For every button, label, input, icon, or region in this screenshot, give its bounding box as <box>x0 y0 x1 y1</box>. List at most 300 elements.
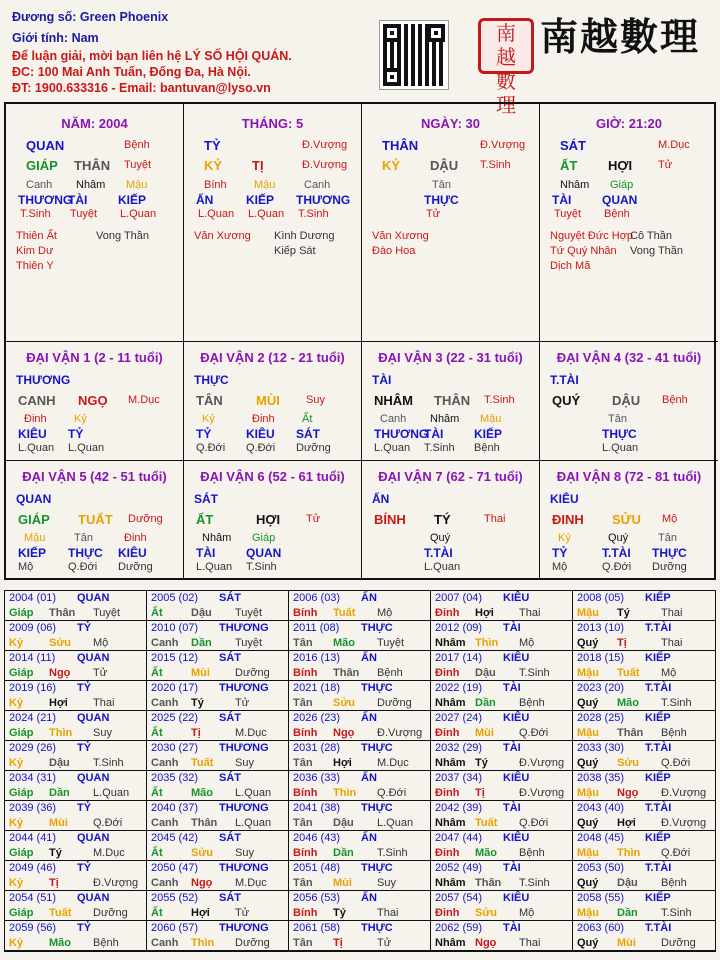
year-cell <box>431 921 573 951</box>
qr-code-icon[interactable] <box>380 21 448 89</box>
year-can: Đinh <box>435 727 460 739</box>
year-label: 2051 (48) <box>293 862 341 874</box>
year-ten-than: T.TÀI <box>645 862 672 874</box>
year-can: Kỷ <box>9 937 24 949</box>
four-pillars-grid <box>4 102 716 580</box>
tang-than: THƯƠNG <box>374 427 429 441</box>
year-cell <box>573 621 715 651</box>
year-chi: Sửu <box>617 757 640 769</box>
year-label: 2019 (16) <box>9 682 57 694</box>
year-chi: Tý <box>49 847 62 859</box>
ten-than-label: THÂN <box>382 138 419 153</box>
year-cell <box>147 921 289 951</box>
year-chi: Mão <box>191 787 213 799</box>
year-cell <box>147 831 289 861</box>
year-cell <box>431 891 573 921</box>
year-cell <box>573 891 715 921</box>
year-chi: Thìn <box>191 937 215 949</box>
year-cell <box>147 621 289 651</box>
year-ten-than: THƯƠNG <box>219 802 269 814</box>
year-cell <box>431 831 573 861</box>
year-label: 2043 (40) <box>577 802 625 814</box>
year-truong-sinh: T.Sinh <box>377 847 408 859</box>
year-chi: Tuất <box>617 667 640 679</box>
year-cell <box>147 741 289 771</box>
year-ten-than: T.TÀI <box>645 922 672 934</box>
tang-can: Tân <box>608 413 627 425</box>
year-ten-than: THƯƠNG <box>219 682 269 694</box>
year-cell <box>5 591 147 621</box>
year-truong-sinh: Q.Đới <box>519 727 549 739</box>
year-ten-than: ẤN <box>361 652 377 664</box>
year-can: Ất <box>151 787 163 799</box>
year-label: 2040 (37) <box>151 802 199 814</box>
year-cell <box>5 831 147 861</box>
year-truong-sinh: Tuyệt <box>93 607 121 619</box>
year-can: Quý <box>577 757 599 769</box>
tang-can: Quý <box>430 532 451 544</box>
year-truong-sinh: Mộ <box>661 667 677 679</box>
year-can: Canh <box>151 877 179 889</box>
year-truong-sinh: T.Sinh <box>661 907 692 919</box>
year-truong-sinh: Đ.Vượng <box>661 817 707 829</box>
address-line: ĐC: 100 Mai Anh Tuấn, Đống Đa, Hà Nội. <box>12 65 251 79</box>
year-truong-sinh: Bệnh <box>661 877 687 889</box>
tang-truong-sinh: Tuyệt <box>70 208 98 220</box>
dai-van-title: ĐẠI VẬN 1 (2 - 11 tuổi) <box>26 350 163 365</box>
year-truong-sinh: Dưỡng <box>377 697 412 709</box>
tang-truong-sinh: Dưỡng <box>118 561 153 573</box>
tang-than: TÀI <box>196 546 216 560</box>
year-truong-sinh: Thai <box>519 937 541 949</box>
year-ten-than: TÀI <box>503 922 521 934</box>
year-can: Giáp <box>9 727 34 739</box>
year-chi: Dần <box>333 847 354 859</box>
year-ten-than: THỰC <box>361 922 393 934</box>
tang-can: Canh <box>304 179 331 191</box>
dai-van-chi: NGỌ <box>78 393 108 408</box>
truong-sinh-chi: Đ.Vượng <box>302 159 348 171</box>
dai-van-chi: DẬU <box>612 393 641 408</box>
year-chi: Mùi <box>333 877 352 889</box>
year-ten-than: KIẾP <box>645 892 671 904</box>
year-ten-than: TÀI <box>503 802 521 814</box>
tang-truong-sinh: Bệnh <box>474 442 500 454</box>
year-ten-than: ẤN <box>361 772 377 784</box>
tang-can: Nhâm <box>560 179 590 191</box>
year-label: 2056 (53) <box>293 892 341 904</box>
year-cell <box>573 771 715 801</box>
tang-truong-sinh: Mộ <box>552 561 568 573</box>
year-chi: Tý <box>475 757 488 769</box>
year-truong-sinh: L.Quan <box>235 787 272 799</box>
dai-van-title: ĐẠI VẬN 6 (52 - 61 tuổi) <box>200 469 345 484</box>
year-ten-than: T.TÀI <box>645 682 672 694</box>
year-chi: Thìn <box>475 637 499 649</box>
tang-can: Quý <box>608 532 629 544</box>
year-truong-sinh: Dưỡng <box>661 937 696 949</box>
tang-can: Ất <box>302 413 313 425</box>
pillar-cell <box>184 104 362 342</box>
year-can: Mậu <box>577 727 599 739</box>
truong-sinh-chi: Tử <box>658 159 673 171</box>
than-sat-star: Vong Thần <box>96 230 150 242</box>
year-truong-sinh: Q.Đới <box>661 757 691 769</box>
phone-email-line[interactable]: ĐT: 1900.633316 - Email: bantuvan@lyso.vn <box>12 81 271 95</box>
than-sat-star: Thiên Y <box>16 260 54 272</box>
tang-can: Canh <box>26 179 53 191</box>
seal-char: 數 <box>496 69 516 93</box>
tang-than: ẤN <box>196 193 214 207</box>
tang-can: Mậu <box>24 532 46 544</box>
year-cell <box>573 831 715 861</box>
dai-van-cell <box>540 461 718 580</box>
year-cell <box>289 681 431 711</box>
tang-truong-sinh: T.Sinh <box>298 208 329 220</box>
year-ten-than: ẤN <box>361 832 377 844</box>
year-truong-sinh: Mộ <box>519 907 535 919</box>
year-chi: Sửu <box>475 907 498 919</box>
year-truong-sinh: T.Sinh <box>661 697 692 709</box>
year-chi: Dần <box>191 637 212 649</box>
pillar-cell <box>6 104 184 342</box>
year-can: Đinh <box>435 607 460 619</box>
tang-can: Giáp <box>252 532 276 544</box>
year-can: Quý <box>577 877 599 889</box>
year-truong-sinh: Đ.Vượng <box>93 877 139 889</box>
year-chi: Tị <box>617 637 627 649</box>
dia-chi: DẬU <box>430 158 459 173</box>
year-truong-sinh: Mộ <box>377 607 393 619</box>
year-ten-than: SÁT <box>219 892 241 904</box>
year-ten-than: KIÊU <box>503 712 530 724</box>
year-chi: Thân <box>333 667 360 679</box>
pillar-title: NGÀY: 30 <box>421 116 480 131</box>
year-chi: Ngọ <box>333 727 355 739</box>
seal-char: 南 <box>496 21 516 45</box>
tang-can: Canh <box>380 413 407 425</box>
tang-than: KIẾP <box>474 427 503 441</box>
year-cell <box>5 741 147 771</box>
year-cell <box>147 891 289 921</box>
year-ten-than: KIẾP <box>645 652 671 664</box>
year-can: Nhâm <box>435 757 466 769</box>
tang-can: Mậu <box>254 179 276 191</box>
year-truong-sinh: T.Sinh <box>519 877 550 889</box>
year-chi: Dậu <box>49 757 70 769</box>
year-ten-than: TÀI <box>503 682 521 694</box>
year-can: Nhâm <box>435 637 466 649</box>
tang-truong-sinh: L.Quan <box>198 208 235 220</box>
year-chi: Ngọ <box>191 877 213 889</box>
dai-van-can: GIÁP <box>18 512 50 527</box>
dai-van-chi: SỬU <box>612 512 641 527</box>
year-ten-than: KIẾP <box>645 712 671 724</box>
year-ten-than: THƯƠNG <box>219 862 269 874</box>
dai-van-ten-than: THƯƠNG <box>16 373 71 387</box>
year-can: Kỷ <box>9 697 24 709</box>
year-cell <box>5 681 147 711</box>
year-chi: Dậu <box>333 817 354 829</box>
year-ten-than: SÁT <box>219 832 241 844</box>
year-truong-sinh: M.Dục <box>235 727 267 739</box>
year-label: 2018 (15) <box>577 652 625 664</box>
year-cell <box>431 801 573 831</box>
year-truong-sinh: Tử <box>235 697 250 709</box>
year-can: Canh <box>151 637 179 649</box>
year-label: 2049 (46) <box>9 862 57 874</box>
year-truong-sinh: Tuyệt <box>235 637 263 649</box>
tang-than: THỰC <box>424 193 459 207</box>
ten-than-label: QUAN <box>26 138 65 153</box>
year-ten-than: KIẾP <box>645 592 671 604</box>
dai-van-truong-sinh: Mộ <box>662 513 678 525</box>
year-chi: Dậu <box>475 667 496 679</box>
tang-truong-sinh: T.Sinh <box>246 561 277 573</box>
tang-can: Đinh <box>124 532 147 544</box>
dia-chi: THÂN <box>74 158 111 173</box>
year-truong-sinh: L.Quan <box>93 787 130 799</box>
year-cell <box>289 591 431 621</box>
year-truong-sinh: T.Sinh <box>93 757 124 769</box>
year-chi: Thân <box>617 727 644 739</box>
year-can: Tân <box>293 877 313 889</box>
tang-can: Mậu <box>126 179 148 191</box>
year-can: Ất <box>151 607 163 619</box>
tang-truong-sinh: L.Quan <box>602 442 639 454</box>
year-cell <box>5 771 147 801</box>
tang-can: Nhâm <box>202 532 232 544</box>
year-can: Nhâm <box>435 817 466 829</box>
pillar-title: THÁNG: 5 <box>241 116 304 131</box>
dai-van-cell <box>362 461 540 580</box>
dai-van-title: ĐẠI VẬN 5 (42 - 51 tuổi) <box>22 469 167 484</box>
year-can: Bính <box>293 787 318 799</box>
year-label: 2041 (38) <box>293 802 341 814</box>
thien-can: ẤT <box>560 158 578 173</box>
year-ten-than: TÀI <box>503 622 521 634</box>
year-ten-than: TỶ <box>77 742 92 754</box>
year-can: Kỷ <box>9 757 24 769</box>
year-label: 2044 (41) <box>9 832 57 844</box>
dai-van-can: ĐINH <box>552 512 584 527</box>
pillar-title: GIỜ: 21:20 <box>595 116 662 131</box>
year-cell <box>573 801 715 831</box>
year-can: Giáp <box>9 907 34 919</box>
tang-than: TỶ <box>552 546 568 560</box>
year-chi: Mão <box>475 847 497 859</box>
tang-than: QUAN <box>246 546 282 560</box>
truong-sinh-chi: T.Sinh <box>480 159 511 171</box>
year-ten-than: KIẾP <box>645 832 671 844</box>
year-truong-sinh: L.Quan <box>235 817 272 829</box>
ten-than-label: SÁT <box>560 138 586 153</box>
tang-can: Tân <box>658 532 677 544</box>
year-ten-than: QUAN <box>77 652 110 664</box>
than-sat-star: Vong Thần <box>630 245 684 257</box>
year-ten-than: SÁT <box>219 592 241 604</box>
year-label: 2053 (50) <box>577 862 625 874</box>
year-can: Tân <box>293 937 313 949</box>
year-ten-than: SÁT <box>219 652 241 664</box>
year-can: Ất <box>151 847 163 859</box>
year-truong-sinh: Dưỡng <box>93 907 128 919</box>
year-label: 2021 (18) <box>293 682 341 694</box>
dai-van-truong-sinh: Dưỡng <box>128 513 163 525</box>
than-sat-star: Dịch Mã <box>550 260 591 272</box>
year-chi: Dần <box>475 697 496 709</box>
dai-van-truong-sinh: Bệnh <box>662 394 688 406</box>
year-chi: Hợi <box>475 607 494 619</box>
year-can: Canh <box>151 937 179 949</box>
tang-truong-sinh: Q.Đới <box>68 561 98 573</box>
year-can: Tân <box>293 817 313 829</box>
year-label: 2046 (43) <box>293 832 341 844</box>
than-sat-star: Văn Xương <box>372 230 429 242</box>
truong-sinh-label: Đ.Vượng <box>480 139 526 151</box>
tang-than: KIÊU <box>118 546 147 560</box>
year-ten-than: THƯƠNG <box>219 622 269 634</box>
year-ten-than: KIẾP <box>645 772 671 784</box>
year-label: 2035 (32) <box>151 772 199 784</box>
year-label: 2017 (14) <box>435 652 483 664</box>
tang-truong-sinh: L.Quan <box>18 442 55 454</box>
year-chi: Tị <box>49 877 59 889</box>
year-ten-than: TỶ <box>77 622 92 634</box>
year-ten-than: KIÊU <box>503 652 530 664</box>
tang-can: Tân <box>432 179 451 191</box>
dai-van-truong-sinh: Thai <box>484 513 506 525</box>
pillar-cell <box>362 104 540 342</box>
year-truong-sinh: Tử <box>235 907 250 919</box>
year-chi: Sửu <box>191 847 214 859</box>
year-chi: Thìn <box>49 727 73 739</box>
year-truong-sinh: Bệnh <box>377 667 403 679</box>
year-truong-sinh: Đ.Vượng <box>519 757 565 769</box>
truong-sinh-label: Bệnh <box>124 139 150 151</box>
year-cell <box>5 801 147 831</box>
year-can: Giáp <box>9 667 34 679</box>
dia-chi: HỢI <box>608 158 633 173</box>
year-cell <box>289 741 431 771</box>
year-chi: Hợi <box>49 697 68 709</box>
year-truong-sinh: Bệnh <box>519 847 545 859</box>
year-chi: Mùi <box>475 727 494 739</box>
year-truong-sinh: Bệnh <box>93 937 119 949</box>
year-cell <box>147 711 289 741</box>
tang-truong-sinh: T.Sinh <box>424 442 455 454</box>
dia-chi: TỊ <box>252 158 264 173</box>
year-chi: Thìn <box>617 847 641 859</box>
year-can: Đinh <box>435 847 460 859</box>
year-can: Mậu <box>577 907 599 919</box>
dai-van-chi: THÂN <box>434 393 471 408</box>
tang-than: T.TÀI <box>424 546 453 560</box>
year-cell <box>289 861 431 891</box>
tang-can: Nhâm <box>430 413 460 425</box>
chart-header <box>0 0 720 117</box>
year-truong-sinh: M.Dục <box>235 877 267 889</box>
year-can: Giáp <box>9 607 34 619</box>
year-can: Đinh <box>435 667 460 679</box>
year-can: Giáp <box>9 787 34 799</box>
year-ten-than: THỰC <box>361 802 393 814</box>
year-cell <box>289 621 431 651</box>
year-ten-than: THƯƠNG <box>219 922 269 934</box>
tang-truong-sinh: Dưỡng <box>296 442 331 454</box>
year-truong-sinh: T.Sinh <box>519 667 550 679</box>
year-can: Kỷ <box>9 637 24 649</box>
year-ten-than: THỰC <box>361 742 393 754</box>
year-cell <box>431 711 573 741</box>
truong-sinh-label: M.Dục <box>658 139 690 151</box>
truong-sinh-chi: Tuyệt <box>124 159 152 171</box>
tang-truong-sinh: Dưỡng <box>652 561 687 573</box>
year-truong-sinh: L.Quan <box>377 817 414 829</box>
year-cell <box>431 771 573 801</box>
year-can: Đinh <box>435 787 460 799</box>
year-truong-sinh: Dưỡng <box>235 667 270 679</box>
year-can: Bính <box>293 667 318 679</box>
year-cell <box>431 591 573 621</box>
dai-van-can: QUÝ <box>552 393 581 408</box>
than-sat-star: Văn Xương <box>194 230 251 242</box>
contact-line: Để luận giải, mời bạn liên hệ LÝ SỐ HỘI QUÁN. <box>12 49 292 63</box>
year-label: 2015 (12) <box>151 652 199 664</box>
year-truong-sinh: Q.Đới <box>377 787 407 799</box>
tang-can: Mậu <box>480 413 502 425</box>
tang-than: QUAN <box>602 193 638 207</box>
year-truong-sinh: Đ.Vượng <box>519 787 565 799</box>
year-ten-than: T.TÀI <box>645 622 672 634</box>
year-truong-sinh: Thai <box>661 607 683 619</box>
year-label: 2048 (45) <box>577 832 625 844</box>
tang-truong-sinh: L.Quan <box>424 561 461 573</box>
year-cell <box>431 741 573 771</box>
year-chi: Dậu <box>617 877 638 889</box>
year-can: Bính <box>293 607 318 619</box>
tang-than: KIẾP <box>118 193 147 207</box>
year-cell <box>5 711 147 741</box>
year-ten-than: QUAN <box>77 712 110 724</box>
than-sat-star: Kim Dư <box>16 245 54 257</box>
year-cell <box>147 591 289 621</box>
year-chi: Mùi <box>49 817 68 829</box>
year-label: 2005 (02) <box>151 592 199 604</box>
dai-van-truong-sinh: T.Sinh <box>484 394 515 406</box>
tang-truong-sinh: L.Quan <box>196 561 233 573</box>
year-truong-sinh: Suy <box>377 877 396 889</box>
year-chi: Tý <box>617 607 630 619</box>
tang-than: TÀI <box>552 193 572 207</box>
year-can: Ất <box>151 667 163 679</box>
dai-van-can: BÍNH <box>374 512 406 527</box>
year-cell <box>431 861 573 891</box>
year-cell <box>573 681 715 711</box>
dai-van-ten-than: TÀI <box>372 373 392 387</box>
year-can: Nhâm <box>435 937 466 949</box>
year-chi: Ngọ <box>617 787 639 799</box>
year-label: 2008 (05) <box>577 592 625 604</box>
tang-than: THỰC <box>68 546 103 560</box>
year-can: Bính <box>293 847 318 859</box>
year-chi: Thân <box>191 817 218 829</box>
year-chi: Thân <box>49 607 76 619</box>
dai-van-can: CANH <box>18 393 56 408</box>
year-label: 2029 (26) <box>9 742 57 754</box>
year-truong-sinh: Đ.Vượng <box>377 727 423 739</box>
year-chi: Tuất <box>49 907 72 919</box>
